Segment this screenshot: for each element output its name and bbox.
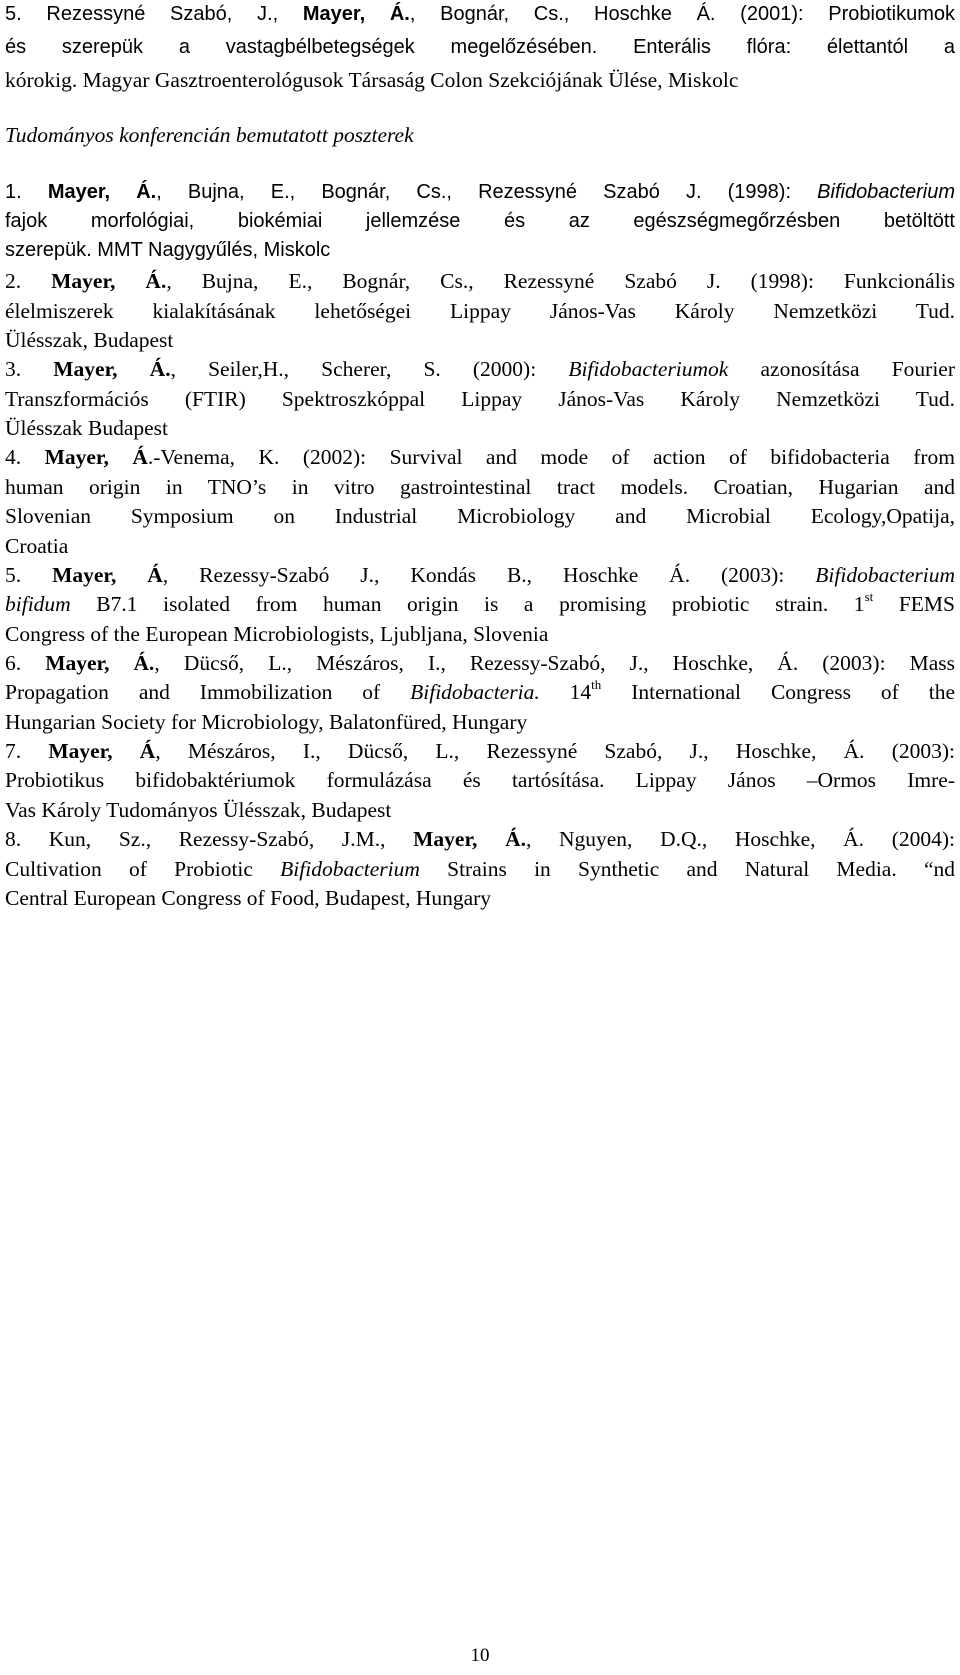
text-run: 7. (5, 739, 49, 763)
text-line (5, 588, 955, 616)
text-line (5, 624, 548, 646)
text-line (5, 477, 955, 499)
text-run: Strains in Synthetic and Natural Media. “nd (419, 857, 955, 881)
text-line (5, 653, 955, 675)
text-run: Central European Congress of Food, Budapest, Hungary (5, 886, 492, 910)
text-run: bifidum (5, 592, 71, 616)
text-run: Bifidobacterium (815, 563, 955, 587)
text-run: Slovenian Symposium on Industrial Microbiology and Microbial Ecology,Opatija, (5, 504, 955, 528)
page-number: 10 (470, 1645, 490, 1666)
text-line (5, 741, 955, 763)
text-run: International Congress of the (601, 680, 956, 704)
text-line (5, 888, 491, 910)
text-run: Propagation and Immobilization of (5, 680, 411, 704)
text-line (5, 271, 955, 293)
text-line (5, 301, 955, 323)
text-run: Mayer, Á (52, 563, 163, 587)
text-run: , Bognár, Cs., Hoschke Á. (2001): Probiotikumok (409, 3, 955, 25)
text-run: 5. (5, 563, 53, 587)
text-run: fajok morfológiai, biokémiai jellemzése és az egészségmegőrzésben betöltött (5, 210, 955, 232)
text-run: .-Venema, K. (2002): Survival and mode of action of bifidobacteria from (147, 445, 956, 469)
text-line (5, 676, 956, 704)
text-run: azonosítása Fourier (728, 357, 956, 381)
text-run: 3. (5, 357, 54, 381)
text-run: 5. Rezessyné Szabó, J., (5, 3, 303, 25)
text-run: és szerepük a vastagbélbetegségek megelőzésében. Enterális flóra: élettantól a (5, 36, 955, 58)
text-line (5, 712, 527, 734)
text-run: 2. (5, 269, 52, 293)
text-line (5, 829, 955, 851)
text-run: B7.1 isolated from human origin is a promising probiotic strain. 1 (70, 592, 865, 616)
text-run: Mayer, Á. (302, 3, 410, 25)
text-run: Ülésszak, Budapest (5, 328, 174, 352)
text-run: Ülésszak Budapest (5, 416, 169, 440)
text-run: Mayer, Á. (47, 181, 157, 203)
text-run: Cultivation of Probiotic (5, 857, 281, 881)
text-run: szerepük. MMT Nagygyűlés, Miskolc (5, 239, 331, 261)
text-run: Mayer, Á (48, 739, 156, 763)
text-run: Croatia (5, 534, 69, 558)
text-run: Transzformációs (FTIR) Spektroszkóppal Lippay János-Vas Károly Nemzetközi Tud. (5, 387, 955, 411)
text-run: 8. Kun, Sz., Rezessy-Szabó, J.M., (5, 827, 414, 851)
text-run: , Rezessy-Szabó J., Kondás B., Hoschke Á. (2003): (162, 563, 816, 587)
text-line (5, 211, 955, 231)
text-line (5, 330, 173, 352)
text-run: Bifidobacteriumok (568, 357, 729, 381)
text-line (5, 125, 414, 147)
document-page (5, 0, 955, 1675)
text-line (5, 37, 955, 57)
text-run: , Bujna, E., Bognár, Cs., Rezessyné Szabó J. (1998): (156, 181, 818, 203)
text-run: Mayer, Á (44, 445, 148, 469)
text-run: 14 (539, 680, 592, 704)
text-run: , Seiler,H., Scherer, S. (2000): (170, 357, 569, 381)
superscript-text: st (864, 588, 874, 604)
text-line (5, 182, 955, 202)
text-line (5, 536, 68, 558)
text-run: , Nguyen, D.Q., Hoschke, Á. (2004): (525, 827, 955, 851)
text-run: , Mészáros, I., Dücső, L., Rezessyné Szabó, J., Hoschke, Á. (2003): (155, 739, 955, 763)
text-line (5, 770, 955, 792)
text-run: 4. (5, 445, 45, 469)
text-line (5, 418, 168, 440)
text-line (5, 506, 955, 528)
text-run: kórokig. Magyar Gasztroenterológusok Társaság Colon Szekciójának Ülése, Miskolc (5, 68, 739, 92)
text-line (5, 859, 955, 881)
text-run: Bifidobacteria. (410, 680, 540, 704)
text-run: Tudományos konferencián bemutatott poszterek (5, 123, 414, 147)
text-line (5, 4, 955, 24)
text-run: , Bujna, E., Bognár, Cs., Rezessyné Szabó J. (1998): Funkcionális (166, 269, 956, 293)
text-line (5, 389, 955, 411)
text-run: Mayer, Á. (45, 651, 155, 675)
text-run: élelmiszerek kialakításának lehetőségei Lippay János-Vas Károly Nemzetközi Tud. (5, 299, 955, 323)
text-line (5, 70, 738, 92)
text-run: FEMS (873, 592, 955, 616)
text-run: Probiotikus bifidobaktériumok formulázása és tartósítása. Lippay János –Ormos Imre- (5, 768, 955, 792)
text-run: Bifidobacterium (280, 857, 420, 881)
text-run: Vas Károly Tudományos Ülésszak, Budapest (5, 798, 392, 822)
text-run: Bifidobacterium (817, 181, 955, 203)
superscript-text: th (591, 676, 602, 692)
text-run: Congress of the European Microbiologists, Ljubljana, Slovenia (5, 622, 549, 646)
text-run: , Dücső, L., Mészáros, I., Rezessy-Szabó, J., Hoschke, Á. (2003): Mass (154, 651, 955, 675)
text-run: Mayer, Á. (53, 357, 171, 381)
text-line (5, 565, 955, 587)
text-line (5, 240, 330, 260)
text-run: Mayer, Á. (51, 269, 167, 293)
text-line (5, 359, 955, 381)
text-line (5, 447, 955, 469)
text-run: 1. (5, 181, 48, 203)
text-run: Hungarian Society for Microbiology, Balatonfüred, Hungary (5, 710, 528, 734)
text-run: Mayer, Á. (413, 827, 526, 851)
text-run: 6. (5, 651, 46, 675)
text-run: human origin in TNO’s in vitro gastrointestinal tract models. Croatian, Hugarian and (5, 475, 955, 499)
text-line (5, 800, 391, 822)
